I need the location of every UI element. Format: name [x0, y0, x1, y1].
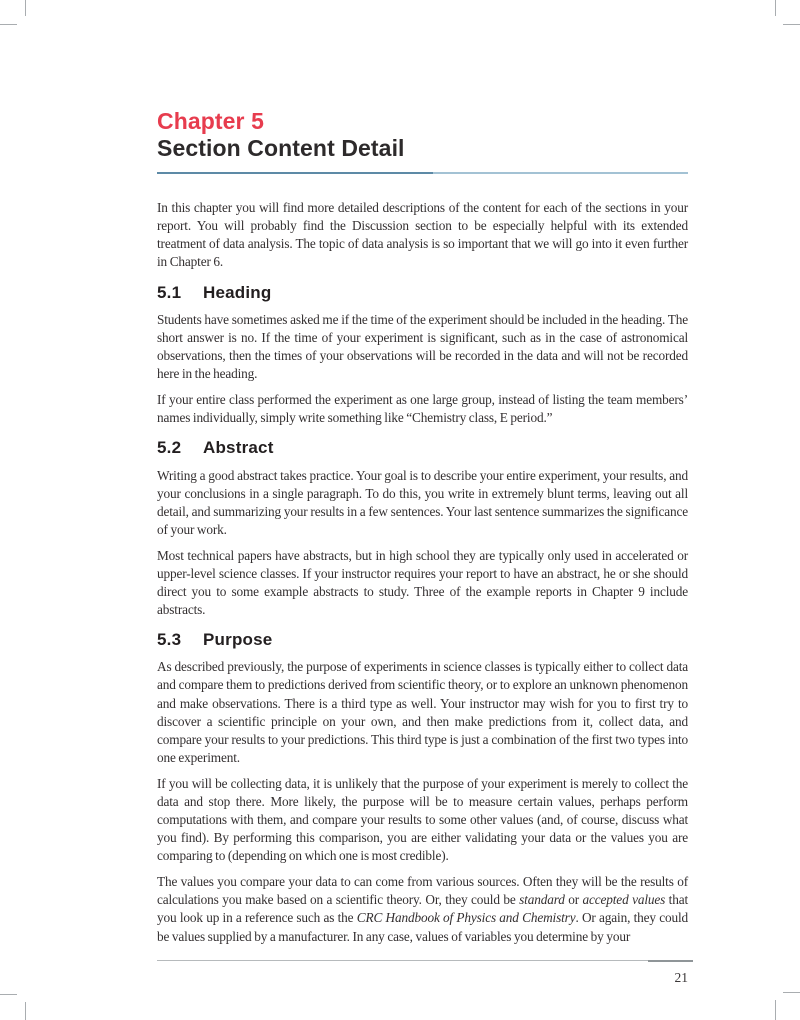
book-page [157, 108, 688, 986]
title-rule-dark-segment [157, 172, 433, 174]
crop-mark-bottom-right-vertical [775, 1000, 776, 1020]
page-footer [157, 960, 688, 986]
footer-rule-line [157, 960, 688, 961]
section-title: Purpose [203, 630, 273, 650]
section-number: 5.1 [157, 282, 182, 302]
text-run: or [564, 892, 583, 908]
chapter-label: Chapter 5 [157, 108, 264, 134]
crop-mark-bottom-right-horizontal [783, 992, 800, 993]
crop-mark-top-left-vertical [25, 0, 26, 16]
crop-mark-top-left-horizontal [0, 24, 17, 25]
chapter-title: Section Content Detail [157, 135, 405, 162]
paragraph: Students have sometimes asked me if the time of the experiment should be included in the heading. The short answer is no. If the time of your experiment is significant, such as in the case of astronomical observations, then the times of your observations will be recorded in the data and will not be recorded here in the heading. [157, 311, 688, 382]
text-run: The values you compare your data to can come from various sources. Often they will be the results of calculations you make based on a scientific theory. Or, they could be [157, 874, 688, 908]
italic-phrase: standard [519, 892, 565, 908]
crop-mark-top-right-horizontal [783, 24, 800, 25]
section-heading-5-3 [157, 629, 688, 650]
section-number: 5.2 [157, 438, 182, 458]
paragraph: As described previously, the purpose of experiments in science classes is typically either to collect data and compare them to predictions derived from scientific theory, or to explore an unknown phenomenon and make observations. There is a third type as well. Your instructor may wish for you to first try to discover a scientific principle on your own, and then make predictions from it, collect data, and compare your results to your predictions. This third type is just a combination of the first two types into one experiment. [157, 659, 688, 765]
paragraph: Most technical papers have abstracts, but in high school they are typically only used in accelerated or upper-level science classes. If your instructor requires your report to have an abstract, he or she should direct you to some example abstracts to study. Three of the example reports in Chapter 9 include abstracts. [157, 547, 688, 618]
section-number: 5.3 [157, 630, 182, 650]
paragraph-with-italics [157, 873, 688, 945]
crop-mark-top-right-vertical [775, 0, 776, 16]
intro-paragraph: In this chapter you will find more detailed descriptions of the content for each of the sections in your report. You will probably find the Discussion section to be especially helpful with its extended treatment of data analysis. The topic of data analysis is so important that we will go into it even further in Chapter 6. [157, 200, 688, 270]
paragraph: If you will be collecting data, it is unlikely that the purpose of your experiment is merely to collect the data and stop there. More likely, the purpose will be to measure certain values, perhaps perform computations with them, and compare your results to some other values (and, of course, discuss what you find). By performing this comparison, you are either validating your data or the values you are comparing to (depending on which one is most credible). [157, 775, 688, 864]
section-heading-5-1 [157, 282, 688, 303]
paragraph: Writing a good abstract takes practice. Your goal is to describe your entire experiment, your results, and your conclusions in a single paragraph. To do this, you write in extremely blunt terms, leaving out all detail, and summarizing your results in a few sentences. Your last sentence summarizes the significance of your work. [157, 467, 688, 537]
section-title: Heading [203, 282, 272, 302]
footer-rule [157, 960, 688, 962]
crop-mark-bottom-left-vertical [25, 1002, 26, 1020]
text-run: . Or again, they could be values supplied by a manufacturer. In any case, values of variables you determine by your [157, 910, 688, 944]
crop-mark-bottom-left-horizontal [0, 994, 17, 995]
section-title: Abstract [203, 438, 274, 458]
title-rule-light-segment [433, 172, 688, 174]
paragraph: If your entire class performed the experiment as one large group, instead of listing the team members’ names individually, simply write something like “Chemistry class, E period.” [157, 392, 688, 426]
italic-phrase: accepted values [582, 892, 666, 908]
text-run: that you look up in a reference such as the [157, 892, 689, 926]
footer-rule-right-tip [648, 960, 693, 962]
italic-phrase: CRC Handbook of Physics and Chemistry [356, 910, 576, 926]
section-heading-5-2 [157, 437, 688, 458]
page-number: 21 [674, 969, 688, 985]
title-rule [157, 172, 688, 174]
